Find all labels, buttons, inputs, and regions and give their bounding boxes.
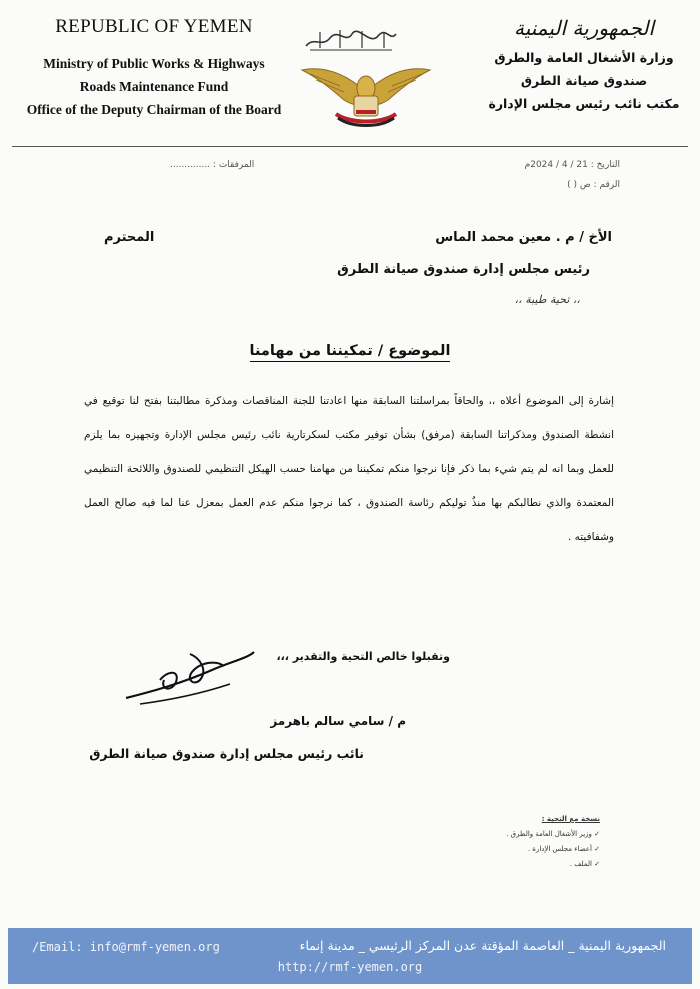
header-ar-country: الجمهورية اليمنية — [513, 16, 655, 40]
footer-email-link[interactable]: /Email: info@rmf-yemen.org — [32, 940, 220, 954]
header-en-country: REPUBLIC OF YEMEN — [55, 16, 253, 37]
handwritten-signature — [120, 640, 260, 710]
ref-label: الرقم — [599, 180, 620, 190]
addressee: الأخ / م . معين محمد الماس — [435, 230, 612, 245]
basmala-calligraphy — [300, 22, 400, 56]
copy-item: ✓ الملف . — [506, 857, 600, 872]
ref-value: ص ( ) — [567, 180, 591, 190]
copies-list — [506, 812, 600, 872]
subject-text: الموضوع / تمكيننا من مهامنا — [250, 343, 451, 362]
yemen-emblem-icon — [300, 52, 432, 134]
header-arabic — [484, 16, 684, 115]
header-en-office: Office of the Deputy Chairman of the Board — [26, 102, 282, 117]
greeting: ،، تحية طيبة ،، — [514, 293, 580, 306]
respect-label: المحترم — [104, 230, 155, 245]
copy-item: ✓ أعضاء مجلس الإدارة . — [506, 842, 600, 857]
header-ar-fund: صندوق صيانة الطرق — [520, 73, 648, 88]
subject-line — [0, 343, 700, 359]
footer-address: الجمهورية اليمنية _ العاصمة المؤقتة عدن المركز الرئيسي _ مدينة إنماء — [299, 938, 666, 953]
closing-line: وتقبلوا خالص التحية والتقدير ،،، — [276, 650, 450, 663]
footer-website-link[interactable]: http://rmf-yemen.org — [277, 960, 423, 974]
ref-field: الرقم : ص ( ) — [567, 180, 620, 190]
header-ar-ministry: وزارة الأشغال العامة والطرق — [494, 50, 674, 65]
attachments-field: المرفقات : .............. — [170, 160, 255, 170]
attachments-label: المرفقات — [218, 160, 255, 170]
signatory-name: م / سامي سالم باهرمز — [270, 714, 406, 728]
footer-bar — [8, 928, 692, 984]
date-field: التاريخ : 21 / 4 / 2024م — [524, 160, 620, 170]
copy-item: ✓ وزير الأشغال العامة والطرق . — [506, 827, 600, 842]
copies-heading: نسخة مع التحية : — [541, 815, 600, 823]
addressee-title: رئيس مجلس إدارة صندوق صيانة الطرق — [337, 262, 590, 277]
signatory-title: نائب رئيس مجلس إدارة صندوق صيانة الطرق — [89, 746, 364, 761]
header-ar-office: مكتب نائب رئيس مجلس الإدارة — [488, 96, 680, 111]
header-en-ministry: Ministry of Public Works & Highways — [43, 56, 265, 71]
date-value: 21 / 4 / 2024م — [524, 160, 588, 170]
date-label: التاريخ — [596, 160, 620, 170]
letter-body: إشارة إلى الموضوع أعلاه ،، والحاقاً بمراسلتنا السابقة منها اعادتنا للجنة المناقصات ومذكرة مطالبتنا بفتح لنا توقيع في انشطة الصندوق ومذكراتنا السابقة (مرفق) بشأن توفير مكتب لسكرتارية نائب رئيس مجلس الإدارة وتجهيزه بما يلزم للعمل وبما انه لم يتم شيء بما ذكر فإنا نرجوا منكم تمكيننا من مهامنا حسب الهيكل التنظيمي للصندوق واللائحة التنظيمي المعتمدة والذي نطالبكم بها منذُ توليكم رئاسة الصندوق ، كما نرجوا منكم عدم العمل بمعزل عنا لما فيه صالح العمل وشفافيته . — [84, 395, 614, 543]
header-english — [14, 16, 294, 121]
header-divider — [12, 146, 688, 147]
header-en-fund: Roads Maintenance Fund — [79, 79, 229, 94]
